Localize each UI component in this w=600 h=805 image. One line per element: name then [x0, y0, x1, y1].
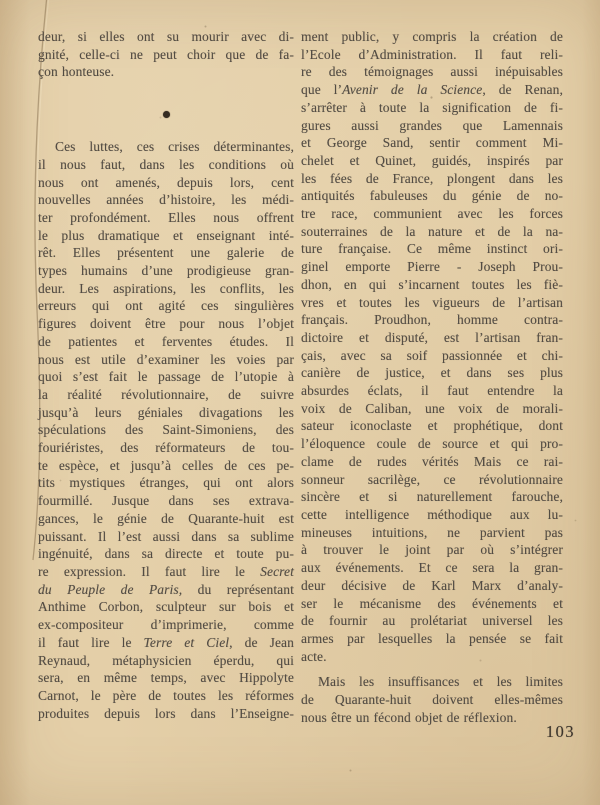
text-segment: Carnot, le père de toutes les réformes — [38, 687, 294, 703]
text-line — [38, 528, 294, 546]
text-line — [301, 488, 563, 506]
text-segment: ment public, y compris la création de — [301, 29, 563, 44]
text-line — [38, 652, 294, 670]
text-line — [38, 457, 294, 475]
text-line — [301, 152, 563, 170]
text-line — [301, 559, 563, 577]
paper-specks — [0, 0, 1, 1]
text-line — [301, 187, 563, 205]
text-line — [301, 276, 563, 294]
text-segment: de Quarante-huit doivent elles-mêmes — [301, 692, 563, 708]
text-segment: aux événements. Et ce sera la gran- — [301, 560, 563, 576]
text-segment: clame de rudes vérités Mais ce rai- — [301, 453, 563, 469]
text-segment: nous être un fécond objet de réflexion. — [301, 709, 517, 725]
text-segment: nouvelles années d’histoire, les médi- — [38, 192, 294, 208]
text-line — [301, 453, 563, 471]
text-segment: canière de justice, et dans ses plus — [301, 365, 563, 381]
italic-text: Terre et Ciel — [143, 634, 230, 650]
text-line — [38, 315, 294, 333]
text-segment: gures aussi grandes que Lamennais — [301, 117, 563, 133]
text-line — [301, 170, 563, 188]
text-segment: Anthime Corbon, sculpteur sur bois et — [38, 599, 294, 615]
text-segment: sateur iconoclaste et prophétique, dont — [301, 418, 563, 434]
text-line — [301, 117, 563, 135]
text-segment: de patientes et ferventes études. Il — [38, 333, 294, 349]
text-line — [301, 46, 563, 64]
text-line — [38, 687, 294, 705]
left-column — [38, 28, 294, 722]
text-segment: Mais les insuffisances et les limites — [318, 674, 563, 690]
text-line — [38, 421, 294, 439]
text-segment: acte. — [301, 648, 327, 664]
text-segment: cette intelligence méthodique aux lu- — [301, 506, 563, 522]
text-segment: spéculations des Saint-Simoniens, des — [38, 422, 294, 438]
text-segment: Ces luttes, ces crises déterminantes, — [55, 139, 294, 155]
text-segment: français. Proudhon, homme contra- — [301, 312, 563, 328]
text-segment: types humains d’une prodigieuse gran- — [38, 263, 294, 279]
text-line — [38, 368, 294, 386]
text-segment: te espèce, et jusqu’à celles de ces pe- — [38, 457, 294, 473]
text-line — [38, 581, 294, 599]
text-line — [38, 386, 294, 404]
right-column — [301, 28, 563, 726]
text-segment: mineuses intuitions, ne parvient pas — [301, 524, 563, 540]
paragraph — [301, 28, 563, 665]
text-line — [38, 280, 294, 298]
text-segment: l’éloquence coule de source et qui pro- — [301, 436, 563, 452]
text-line — [301, 612, 563, 630]
text-line — [301, 329, 563, 347]
text-line — [301, 240, 563, 258]
text-line — [301, 205, 563, 223]
text-line — [38, 563, 294, 581]
page-number: 103 — [545, 722, 575, 741]
text-line — [301, 541, 563, 559]
text-line — [301, 673, 563, 691]
italic-text: Secret — [260, 563, 294, 579]
text-line — [38, 669, 294, 687]
text-line — [301, 99, 563, 117]
text-segment: souterraines de la nature et de la na- — [301, 223, 563, 239]
text-line — [38, 191, 294, 209]
text-segment: l’Ecole d’Administration. Il faut reli- — [301, 46, 563, 62]
text-segment: chelet et Quinet, guidés, inspirés par — [301, 152, 563, 168]
italic-text: du Peuple de Paris, — [38, 581, 183, 597]
text-line — [38, 545, 294, 563]
text-line — [301, 382, 563, 400]
text-segment: sera, en même temps, avec Hippolyte — [38, 670, 294, 686]
text-segment: armes par lesquelles la pensée se fait — [301, 630, 563, 646]
text-line — [301, 648, 563, 666]
text-line — [301, 223, 563, 241]
text-segment: rêt. Elles présentent une galerie de — [38, 245, 294, 261]
text-segment: çon honteuse. — [38, 64, 115, 80]
text-segment: à trouver le joint par où s’intégrer — [301, 542, 563, 558]
text-segment: absurdes éclats, il faut entendre la — [301, 383, 563, 399]
paragraph — [38, 28, 294, 81]
text-line — [38, 138, 294, 156]
text-line — [301, 400, 563, 418]
text-line — [301, 524, 563, 542]
text-segment: vres et toutes les vigueurs de l’artisan — [301, 294, 563, 310]
text-segment: deur, si elles ont su mourir avec di- — [38, 29, 294, 44]
text-segment: , de Renan, — [482, 82, 563, 98]
text-segment: du représentant — [182, 581, 294, 597]
text-segment: que l’ — [301, 82, 343, 98]
text-line — [38, 474, 294, 492]
text-line — [38, 404, 294, 422]
text-segment: produites depuis lors dans l’Enseigne- — [38, 705, 294, 721]
text-segment: le plus dramatique et enseignant inté- — [38, 227, 294, 243]
separator-dot-icon — [163, 111, 170, 118]
text-line — [38, 46, 294, 64]
text-segment: il faut lire le — [38, 634, 144, 650]
text-segment: les fées de France, plongent dans les — [301, 170, 563, 186]
text-line — [301, 691, 563, 709]
text-line — [38, 209, 294, 227]
text-segment: gances, le génie de Quarante-huit est — [38, 510, 294, 526]
text-segment: , de Jean — [229, 634, 294, 650]
text-segment: tre race, communient avec les forces — [301, 206, 563, 222]
text-segment: deur décisive de Karl Marx d’analy- — [301, 577, 563, 593]
text-line — [301, 506, 563, 524]
text-segment: nous est utile d’examiner les voies par — [38, 351, 294, 367]
text-line — [38, 227, 294, 245]
text-segment: quoi s’est fait le passage de l’utopie à — [38, 369, 294, 385]
text-line — [301, 347, 563, 365]
text-segment: ture française. Ce même instinct ori- — [301, 241, 563, 257]
text-line — [301, 364, 563, 382]
text-line — [301, 28, 563, 46]
text-segment: ex-compositeur d’imprimerie, comme — [38, 617, 294, 633]
text-line — [38, 492, 294, 510]
text-segment: Reynaud, métaphysicien éperdu, qui — [38, 652, 294, 668]
text-segment: s’arrêter à toute la signification de fi- — [301, 99, 563, 115]
text-line — [38, 510, 294, 528]
text-line — [301, 435, 563, 453]
section-separator — [38, 81, 294, 138]
text-line — [38, 351, 294, 369]
text-segment: fouriéristes, des réformateurs de tou- — [38, 440, 294, 456]
text-line — [38, 634, 294, 652]
text-line — [301, 709, 563, 727]
text-segment: la réalité révolutionnaire, de suivre — [38, 386, 294, 402]
text-line — [301, 311, 563, 329]
text-segment: deur. Les aspirations, les conflits, les — [38, 280, 294, 296]
text-line — [38, 28, 294, 46]
text-segment: erreurs qui ont agité ces singulières — [38, 298, 294, 314]
text-line — [301, 630, 563, 648]
text-line — [301, 595, 563, 613]
text-segment: ginel emporte Pierre - Joseph Prou- — [301, 259, 563, 275]
text-line — [38, 262, 294, 280]
text-segment: sincère et si naturellement farouche, — [301, 489, 563, 505]
text-line — [38, 616, 294, 634]
text-segment: çais, avec sa soif passionnée et chi- — [301, 347, 563, 363]
text-line — [301, 577, 563, 595]
text-line — [301, 294, 563, 312]
text-line — [38, 297, 294, 315]
paragraph — [38, 138, 294, 722]
italic-text: Avenir de la Science — [342, 82, 483, 98]
text-segment: gnité, celle-ci ne peut choir que de fa- — [38, 46, 294, 62]
text-segment: ingénuité, dans sa directe et toute pu- — [38, 546, 294, 562]
text-segment: dictoire et disputé, est l’artisan fran- — [301, 329, 563, 345]
text-segment: antiquités fabuleuses du génie de no- — [301, 188, 563, 204]
text-line — [38, 333, 294, 351]
text-segment: jusqu’à leurs géniales divagations les — [38, 404, 294, 420]
text-line — [38, 598, 294, 616]
text-line — [38, 705, 294, 723]
paragraph — [301, 673, 563, 726]
text-line — [38, 63, 294, 81]
text-segment: nous ont amenés, depuis lors, cent — [38, 174, 294, 190]
text-line — [301, 258, 563, 276]
text-segment: et George Sand, sentir comment Mi- — [301, 135, 563, 151]
text-segment: puissant. Il l’est aussi dans sa sublime — [38, 528, 294, 544]
text-segment: de fournir au prolétariat universel les — [301, 613, 563, 629]
text-segment: re expression. Il faut lire le — [38, 563, 261, 579]
text-segment: ser le mécanisme des événements et — [301, 595, 563, 611]
text-line — [38, 156, 294, 174]
text-segment: voix de Caliban, une voix de morali- — [301, 400, 563, 416]
text-line — [38, 174, 294, 192]
text-line — [301, 417, 563, 435]
text-line — [38, 244, 294, 262]
text-line — [38, 439, 294, 457]
text-line — [301, 81, 563, 99]
text-line — [301, 471, 563, 489]
text-segment: ter profondément. Elles nous offrent — [38, 209, 294, 225]
text-segment: dhon, en qui s’incarnent toutes les fiè- — [301, 276, 563, 292]
text-segment: tits mystiques étranges, qui ont alors — [38, 475, 294, 491]
text-segment: fourmillé. Jusque dans ses extrava- — [38, 493, 294, 509]
text-line — [301, 134, 563, 152]
text-segment: re des témoignages aussi inépuisables — [301, 64, 563, 80]
text-segment: sonneur sacrilège, ce révolutionnaire — [301, 471, 563, 487]
text-line — [301, 63, 563, 81]
text-segment: figures doivent être pour nous l’objet — [38, 316, 294, 332]
text-segment: il nous faut, dans les conditions où — [38, 156, 294, 172]
